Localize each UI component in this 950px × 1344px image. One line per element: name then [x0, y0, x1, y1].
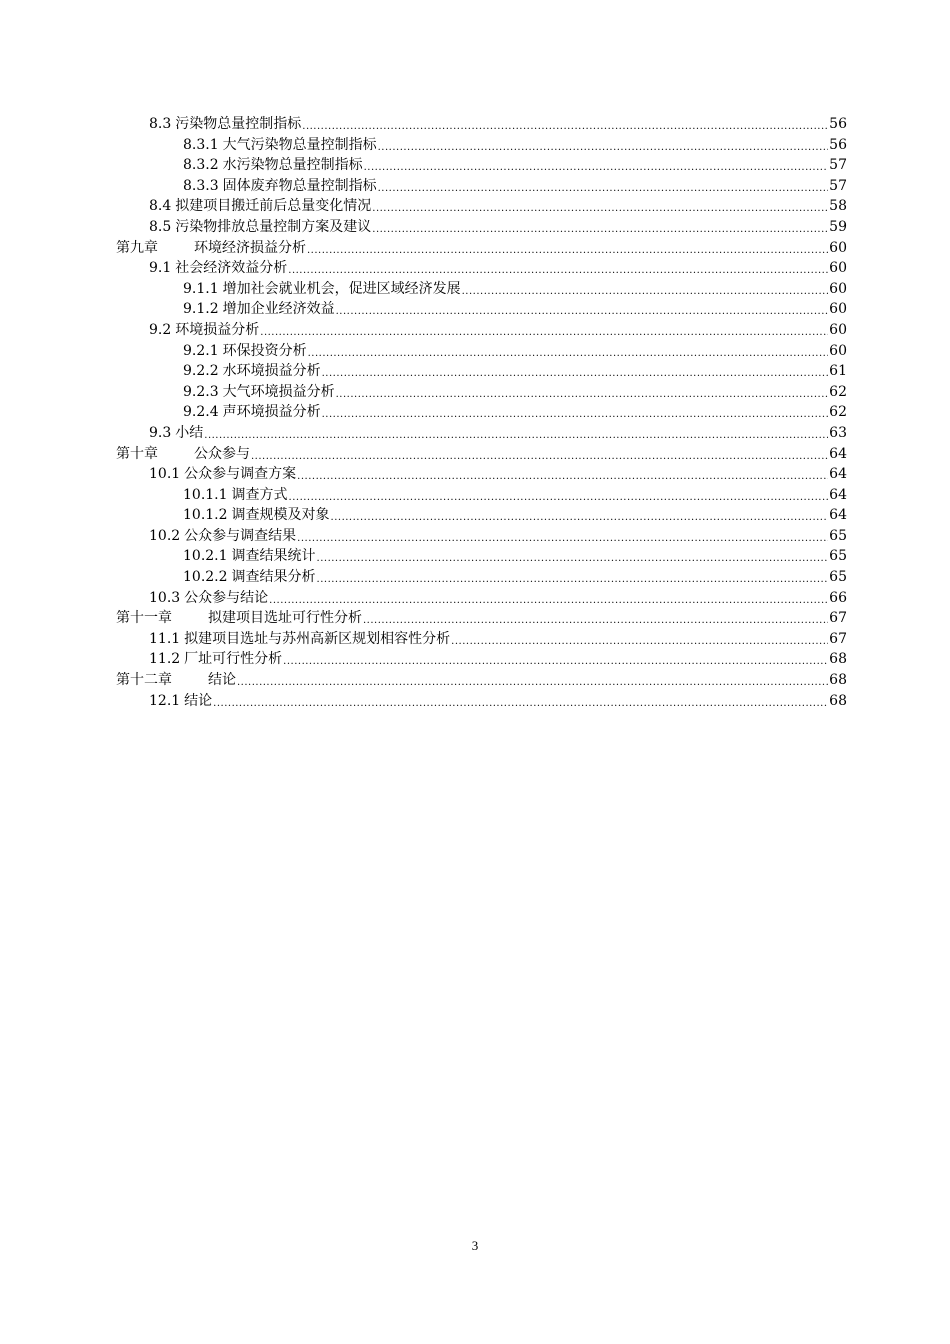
toc-entry-page: 65	[829, 569, 847, 586]
toc-dot-leader	[308, 343, 829, 364]
toc-entry-title: 拟建项目选址与苏州高新区规划相容性分析	[184, 630, 451, 647]
toc-dot-leader	[378, 178, 829, 199]
toc-subsection-entry[interactable]	[0, 279, 847, 300]
toc-dot-leader	[317, 569, 829, 590]
toc-entry-title: 污染物总量控制指标	[175, 116, 302, 132]
toc-dot-leader	[462, 281, 829, 302]
toc-dot-leader	[317, 548, 829, 569]
toc-entry-page: 62	[829, 404, 847, 421]
toc-entry-page: 65	[829, 527, 847, 544]
toc-dot-leader	[237, 672, 828, 693]
toc-entry-page: 60	[829, 342, 847, 359]
toc-subsection-entry[interactable]	[0, 135, 847, 156]
toc-entry-number: 第十一章	[116, 610, 172, 627]
toc-dot-leader	[363, 610, 828, 631]
toc-section-entry[interactable]	[0, 258, 847, 279]
toc-entry-page: 61	[829, 363, 847, 380]
toc-subsection-entry[interactable]	[0, 546, 847, 567]
toc-entry-number: 8.5	[149, 218, 172, 235]
toc-entry-number: 10.2.1	[183, 548, 228, 565]
toc-entry-number: 10.2	[149, 527, 181, 544]
toc-entry-number: 11.1	[149, 630, 181, 647]
toc-subsection-entry[interactable]	[0, 155, 847, 176]
toc-entry-number: 第十二章	[116, 672, 172, 689]
toc-subsection-entry[interactable]	[0, 402, 847, 423]
toc-chapter-entry[interactable]	[0, 238, 847, 259]
toc-dot-leader	[283, 651, 828, 672]
toc-entry-title: 调查方式	[231, 486, 288, 503]
toc-entry-title: 公众参与结论	[184, 589, 269, 606]
toc-entry-page: 56	[829, 116, 847, 132]
toc-subsection-entry[interactable]	[0, 485, 847, 506]
toc-entry-number: 8.3.1	[183, 136, 219, 153]
toc-entry-number: 9.1	[149, 260, 172, 277]
toc-dot-leader	[331, 507, 829, 528]
toc-entry-page: 62	[829, 383, 847, 400]
toc-entry-page: 58	[829, 198, 847, 215]
toc-entry-title: 社会经济效益分析	[175, 260, 288, 277]
toc-dot-leader	[336, 301, 829, 322]
toc-section-entry[interactable]	[0, 649, 847, 670]
toc-entry-title: 结论	[184, 692, 213, 709]
toc-section-entry[interactable]	[0, 423, 847, 444]
toc-entry-page: 57	[829, 177, 847, 194]
toc-section-entry[interactable]	[0, 526, 847, 547]
toc-entry-title: 公众参与	[194, 445, 250, 462]
toc-entry-number: 9.2.4	[183, 404, 219, 421]
toc-entry-page: 67	[829, 610, 847, 627]
toc-entry-title: 拟建项目选址可行性分析	[208, 610, 362, 627]
toc-dot-leader	[260, 322, 828, 343]
toc-entry-title: 环保投资分析	[222, 342, 307, 359]
toc-entry-title: 污染物排放总量控制方案及建议	[175, 218, 372, 235]
toc-entry-page: 60	[829, 280, 847, 297]
toc-entry-number: 8.3	[149, 116, 172, 132]
toc-section-entry[interactable]	[0, 196, 847, 217]
toc-entry-number: 8.3.2	[183, 157, 219, 174]
toc-entry-page: 64	[829, 507, 847, 524]
toc-subsection-entry[interactable]	[0, 176, 847, 197]
toc-entry-number: 10.1.2	[183, 507, 228, 524]
toc-entry-number: 9.2	[149, 321, 172, 338]
toc-section-entry[interactable]	[0, 114, 847, 135]
toc-subsection-entry[interactable]	[0, 341, 847, 362]
toc-entry-title: 增加企业经济效益	[222, 301, 335, 318]
toc-entry-page: 56	[829, 136, 847, 153]
toc-entry-page: 57	[829, 157, 847, 174]
toc-section-entry[interactable]	[0, 588, 847, 609]
toc-chapter-entry[interactable]	[0, 608, 847, 629]
toc-subsection-entry[interactable]	[0, 361, 847, 382]
toc-entry-title: 水环境损益分析	[222, 363, 321, 380]
toc-entry-number: 9.2.1	[183, 342, 219, 359]
toc-section-entry[interactable]	[0, 464, 847, 485]
toc-chapter-entry[interactable]	[0, 670, 847, 691]
toc-entry-page: 60	[829, 239, 847, 256]
toc-entry-page: 59	[829, 218, 847, 235]
toc-entry-title: 水污染物总量控制指标	[222, 157, 363, 174]
toc-entry-title: 固体废弃物总量控制指标	[222, 177, 377, 194]
toc-entry-number: 8.3.3	[183, 177, 219, 194]
toc-subsection-entry[interactable]	[0, 382, 847, 403]
toc-dot-leader	[289, 487, 829, 508]
toc-entry-number: 9.1.1	[183, 280, 219, 297]
toc-entry-page: 64	[829, 486, 847, 503]
toc-section-entry[interactable]	[0, 320, 847, 341]
toc-dot-leader	[307, 240, 828, 261]
toc-entry-number: 10.1.1	[183, 486, 228, 503]
toc-entry-number: 11.2	[149, 651, 181, 668]
toc-dot-leader	[251, 446, 828, 467]
toc-entry-number: 第十章	[116, 445, 158, 462]
toc-entry-number: 10.1	[149, 466, 181, 483]
toc-entry-title: 公众参与调查结果	[184, 527, 297, 544]
toc-dot-leader	[302, 116, 828, 137]
toc-subsection-entry[interactable]	[0, 567, 847, 588]
toc-entry-page: 60	[829, 301, 847, 318]
toc-entry-title: 公众参与调查方案	[184, 466, 297, 483]
toc-entry-number: 第九章	[116, 239, 158, 256]
toc-dot-leader	[269, 590, 828, 611]
toc-dot-leader	[364, 157, 829, 178]
toc-section-entry[interactable]	[0, 629, 847, 650]
toc-entry-number: 12.1	[149, 692, 181, 709]
toc-entry-page: 68	[829, 692, 847, 709]
toc-entry-page: 67	[829, 630, 847, 647]
toc-dot-leader	[372, 219, 828, 240]
toc-entry-page: 65	[829, 548, 847, 565]
toc-entry-page: 60	[829, 260, 847, 277]
toc-entry-page: 68	[829, 651, 847, 668]
toc-entry-title: 结论	[208, 672, 236, 689]
toc-entry-number: 9.3	[149, 424, 172, 441]
toc-entry-number: 9.2.2	[183, 363, 219, 380]
toc-entry-page: 64	[829, 445, 847, 462]
toc-subsection-entry[interactable]	[0, 299, 847, 320]
toc-dot-leader	[322, 363, 829, 384]
page-number: 3	[471, 1238, 479, 1253]
toc-entry-title: 调查结果统计	[231, 548, 316, 565]
toc-dot-leader	[336, 384, 829, 405]
toc-entry-page: 63	[829, 424, 847, 441]
toc-entry-number: 8.4	[149, 198, 172, 215]
toc-dot-leader	[451, 631, 828, 652]
toc-entry-title: 调查规模及对象	[231, 507, 330, 524]
toc-entry-number: 9.2.3	[183, 383, 219, 400]
toc-entry-title: 拟建项目搬迁前后总量变化情况	[175, 198, 372, 215]
toc-dot-leader	[288, 260, 828, 281]
toc-dot-leader	[322, 404, 829, 425]
toc-entry-title: 增加社会就业机会，促进区域经济发展	[222, 280, 461, 297]
toc-entry-number: 10.3	[149, 589, 181, 606]
toc-entry-title: 厂址可行性分析	[184, 651, 283, 668]
toc-dot-leader	[372, 198, 828, 219]
toc-entry-page: 60	[829, 321, 847, 338]
table-of-contents	[0, 114, 950, 711]
toc-entry-number: 10.2.2	[183, 569, 228, 586]
toc-entry-title: 声环境损益分析	[222, 404, 321, 421]
toc-entry-title: 小结	[175, 424, 204, 441]
toc-entry-title: 环境经济损益分析	[194, 239, 306, 256]
toc-subsection-entry[interactable]	[0, 505, 847, 526]
toc-section-entry[interactable]	[0, 691, 847, 712]
toc-entry-page: 66	[829, 589, 847, 606]
toc-entry-title: 大气环境损益分析	[222, 383, 335, 400]
toc-dot-leader	[204, 425, 828, 446]
toc-entry-page: 68	[829, 672, 847, 689]
toc-chapter-entry[interactable]	[0, 444, 847, 465]
toc-entry-title: 环境损益分析	[175, 321, 260, 338]
toc-entry-page: 64	[829, 466, 847, 483]
toc-entry-number: 9.1.2	[183, 301, 219, 318]
toc-dot-leader	[378, 137, 829, 158]
toc-entry-title: 调查结果分析	[231, 569, 316, 586]
toc-dot-leader	[213, 693, 828, 714]
toc-section-entry[interactable]	[0, 217, 847, 238]
toc-entry-title: 大气污染物总量控制指标	[222, 136, 377, 153]
toc-dot-leader	[297, 466, 828, 487]
toc-dot-leader	[297, 528, 828, 549]
